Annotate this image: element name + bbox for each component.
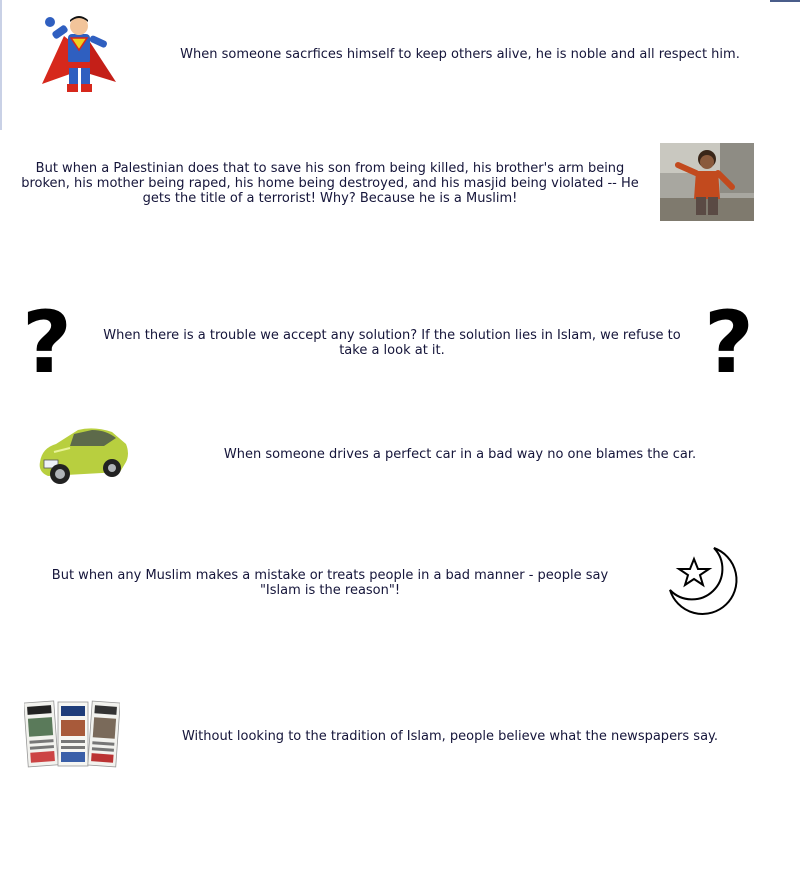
green-car-image xyxy=(34,418,130,490)
question-mark-icon-left: ? xyxy=(22,293,72,393)
crescent-star-icon xyxy=(664,544,746,620)
statement-4: When someone drives a perfect car in a bad way no one blames the car. xyxy=(223,447,697,462)
page-edge-left xyxy=(0,0,2,130)
statement-6: Without looking to the tradition of Islam, people believe what the newspapers say. xyxy=(181,729,719,744)
superman-image xyxy=(34,14,126,96)
statement-3: When there is a trouble we accept any solution? If the solution lies in Islam, we refuse to take a look at it. xyxy=(103,328,681,358)
page-edge-top xyxy=(770,0,800,2)
question-mark-icon-right: ? xyxy=(704,293,754,393)
statement-2: But when a Palestinian does that to save his son from being killed, his brother's arm being broken, his mother being raped, his home being destroyed, and his masjid being violated -- He gets the title of a terrorist! Why? Because he is a Muslim! xyxy=(21,161,639,206)
palestinian-boy-photo xyxy=(660,143,754,221)
newspapers-image xyxy=(24,698,120,770)
statement-1: When someone sacrfices himself to keep others alive, he is noble and all respect him. xyxy=(180,47,740,62)
statement-5: But when any Muslim makes a mistake or treats people in a bad manner - people say "Islam is the reason"! xyxy=(51,568,609,598)
